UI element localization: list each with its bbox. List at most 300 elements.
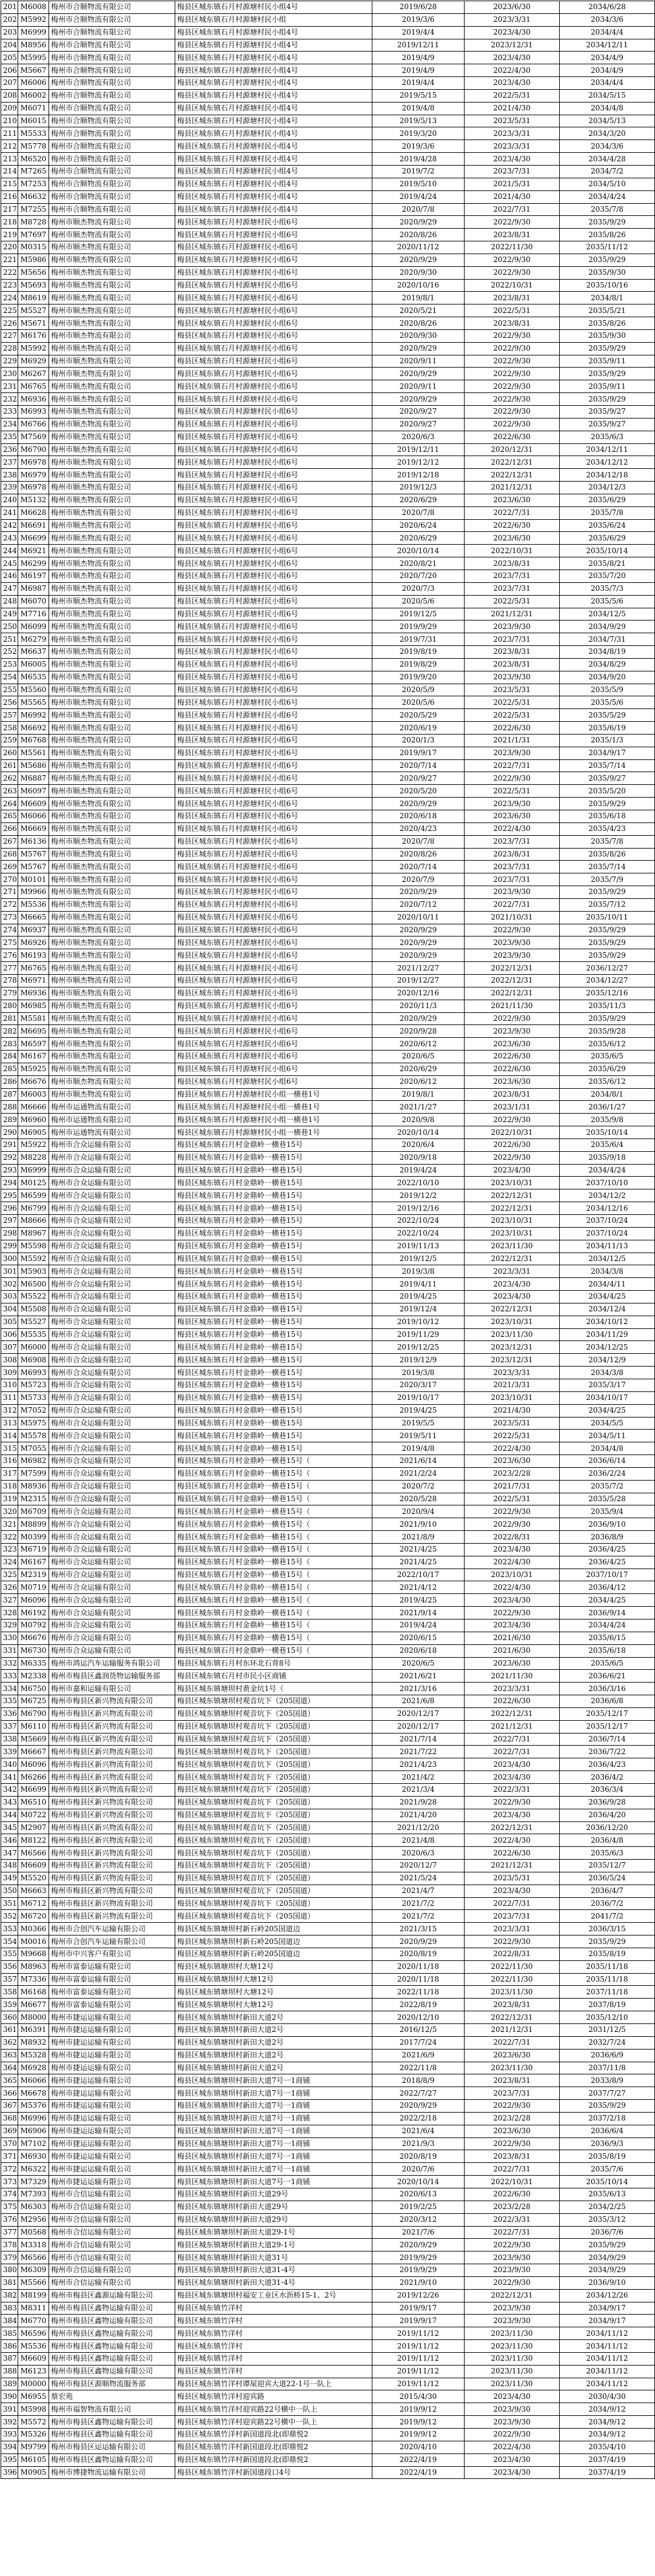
expiry-date-cell: 2036/5/24 — [560, 1872, 655, 1885]
company-name-cell: 梅州市合众运输有限公司 — [49, 1404, 175, 1417]
table-row — [1, 2289, 655, 2302]
company-address-cell: 梅县区城东镇石月村源塘村民小组4号 — [175, 89, 372, 102]
company-name-cell: 梅州市顺杰物流有限公司 — [49, 886, 175, 899]
plate-number-cell: M5535 — [18, 1328, 49, 1341]
issue-date-cell: 2020/3/17 — [372, 1379, 465, 1391]
row-number-cell: 211 — [1, 127, 18, 140]
inspection-date-cell: 2022/11/30 — [465, 1973, 560, 1986]
table-row — [1, 886, 655, 899]
expiry-date-cell: 2034/11/12 — [560, 2327, 655, 2340]
expiry-date-cell: 2035/9/29 — [560, 393, 655, 406]
company-address-cell: 梅县区城东镇石月村源塘村民小组4号 — [175, 190, 372, 203]
expiry-date-cell: 2035/9/29 — [560, 886, 655, 899]
row-number-cell: 382 — [1, 2289, 18, 2302]
company-address-cell: 梅县区城东镇竹洋村 — [175, 2315, 372, 2327]
table-row — [1, 747, 655, 759]
issue-date-cell: 2019/4/25 — [372, 1594, 465, 1607]
row-number-cell: 353 — [1, 1923, 18, 1935]
company-name-cell: 梅州市顺杰物流有限公司 — [49, 772, 175, 785]
expiry-date-cell: 2036/9/14 — [560, 1607, 655, 1619]
expiry-date-cell: 2034/11/29 — [560, 1328, 655, 1341]
inspection-date-cell: 2023/4/30 — [465, 1594, 560, 1607]
expiry-date-cell: 2034/12/5 — [560, 608, 655, 620]
inspection-date-cell: 2023/5/31 — [465, 115, 560, 127]
inspection-date-cell: 2021/12/31 — [465, 2024, 560, 2037]
plate-number-cell: M6267 — [18, 368, 49, 380]
row-number-cell: 260 — [1, 747, 18, 759]
issue-date-cell: 2020/6/3 — [372, 431, 465, 443]
expiry-date-cell: 2035/5/9 — [560, 684, 655, 696]
inspection-date-cell: 2021/3/31 — [465, 1379, 560, 1391]
company-address-cell: 梅县区城东镇塘坝村新田大道31-4号 — [175, 2276, 372, 2289]
company-address-cell: 梅县区城东镇石月村源塘村民小组6号 — [175, 570, 372, 582]
inspection-date-cell: 2020/12/31 — [465, 443, 560, 456]
company-address-cell: 梅县区城东镇塘坝村新田大道7号一1商铺 — [175, 2112, 372, 2125]
row-number-cell: 281 — [1, 1012, 18, 1025]
inspection-date-cell: 2022/4/30 — [465, 1442, 560, 1455]
company-name-cell: 梅州市合顺物流有限公司 — [49, 127, 175, 140]
table-row — [1, 861, 655, 873]
plate-number-cell: M6599 — [18, 1189, 49, 1202]
company-name-cell: 梅州市合信运输有限公司 — [49, 2201, 175, 2213]
inspection-date-cell: 2023/11/30 — [465, 1986, 560, 1999]
plate-number-cell: M5560 — [18, 684, 49, 696]
table-row — [1, 2239, 655, 2251]
table-row — [1, 2087, 655, 2100]
inspection-date-cell: 2022/7/31 — [465, 203, 560, 216]
issue-date-cell: 2021/4/25 — [372, 1556, 465, 1569]
table-row — [1, 2340, 655, 2353]
company-address-cell: 梅县区城东镇石月村源塘村民小组6号 — [175, 355, 372, 368]
issue-date-cell: 2021/9/10 — [372, 2276, 465, 2289]
table-row — [1, 13, 655, 26]
table-row — [1, 443, 655, 456]
plate-number-cell: M9966 — [18, 886, 49, 899]
issue-date-cell: 2021/4/12 — [372, 1581, 465, 1594]
company-name-cell: 梅州市顺杰物流有限公司 — [49, 329, 175, 342]
company-name-cell: 梅州市合众运输有限公司 — [49, 1493, 175, 1505]
table-row — [1, 1367, 655, 1379]
table-row — [1, 317, 655, 330]
plate-number-cell: M6176 — [18, 329, 49, 342]
inspection-date-cell: 2021/12/31 — [465, 1720, 560, 1733]
company-name-cell: 梅州市梅县区鑫物运输有限公司 — [49, 2302, 175, 2315]
expiry-date-cell: 2037/2/18 — [560, 2112, 655, 2125]
company-name-cell: 梅州市富泰运输有限公司 — [49, 1973, 175, 1986]
expiry-date-cell: 2035/5/28 — [560, 1493, 655, 1505]
plate-number-cell: M5508 — [18, 1303, 49, 1316]
plate-number-cell: M6691 — [18, 519, 49, 532]
row-number-cell: 275 — [1, 937, 18, 949]
inspection-date-cell: 2023/4/30 — [465, 77, 560, 90]
row-number-cell: 385 — [1, 2327, 18, 2340]
plate-number-cell: M5922 — [18, 1138, 49, 1151]
inspection-date-cell: 2023/9/30 — [465, 2416, 560, 2429]
expiry-date-cell: 2035/6/18 — [560, 810, 655, 823]
row-number-cell: 342 — [1, 1783, 18, 1796]
table-row — [1, 456, 655, 469]
issue-date-cell: 2019/12/11 — [372, 443, 465, 456]
issue-date-cell: 2021/2/24 — [372, 1467, 465, 1480]
row-number-cell: 338 — [1, 1733, 18, 1746]
company-address-cell: 梅县区城东镇石月村源塘村民小组6号 — [175, 266, 372, 279]
row-number-cell: 327 — [1, 1594, 18, 1607]
issue-date-cell: 2020/9/29 — [372, 216, 465, 229]
table-row — [1, 2201, 655, 2213]
issue-date-cell: 2020/5/28 — [372, 1493, 465, 1505]
table-row — [1, 2049, 655, 2062]
company-address-cell: 梅县区城东镇塘坝村新田大道7号一1商铺 — [175, 2074, 372, 2087]
company-name-cell: 梅州市合众运输有限公司 — [49, 1543, 175, 1556]
row-number-cell: 354 — [1, 1935, 18, 1948]
expiry-date-cell: 2034/12/18 — [560, 469, 655, 482]
inspection-date-cell: 2023/4/30 — [465, 26, 560, 39]
company-address-cell: 梅县区城东镇竹洋村 — [175, 2340, 372, 2353]
table-row — [1, 1783, 655, 1796]
inspection-date-cell: 2023/9/30 — [465, 2251, 560, 2264]
plate-number-cell: M0722 — [18, 1809, 49, 1821]
plate-number-cell: M6520 — [18, 153, 49, 166]
inspection-date-cell: 2022/10/31 — [465, 2176, 560, 2188]
inspection-date-cell: 2023/4/30 — [465, 1885, 560, 1897]
company-address-cell: 梅县区城东镇石月村金鼎岭一横巷15号（ — [175, 1531, 372, 1544]
row-number-cell: 301 — [1, 1265, 18, 1278]
row-number-cell: 306 — [1, 1328, 18, 1341]
plate-number-cell: M6105 — [18, 2453, 49, 2466]
expiry-date-cell: 2034/9/17 — [560, 2315, 655, 2327]
row-number-cell: 205 — [1, 52, 18, 64]
table-row — [1, 1265, 655, 1278]
company-address-cell: 梅县区城东镇塘坝村观音坑下（205国道） — [175, 1847, 372, 1860]
plate-number-cell: M0016 — [18, 1935, 49, 1948]
expiry-date-cell: 2035/5/20 — [560, 785, 655, 798]
issue-date-cell: 2020/9/29 — [372, 1012, 465, 1025]
table-row — [1, 393, 655, 406]
inspection-date-cell: 2022/9/30 — [465, 1607, 560, 1619]
expiry-date-cell: 2035/7/8 — [560, 203, 655, 216]
company-name-cell: 梅州市梅县区鑫物运输有限公司 — [49, 2327, 175, 2340]
table-row — [1, 2315, 655, 2327]
expiry-date-cell: 2035/6/12 — [560, 1038, 655, 1051]
issue-date-cell: 2019/12/25 — [372, 1341, 465, 1354]
company-name-cell: 梅州市合众运输有限公司 — [49, 1202, 175, 1215]
issue-date-cell: 2020/10/14 — [372, 545, 465, 557]
company-name-cell: 梅州市合众运输有限公司 — [49, 1215, 175, 1228]
issue-date-cell: 2020/5/9 — [372, 684, 465, 696]
plate-number-cell: M6070 — [18, 595, 49, 608]
plate-number-cell: M8199 — [18, 2289, 49, 2302]
company-name-cell: 梅州市合众运输有限公司 — [49, 1265, 175, 1278]
plate-number-cell: M5520 — [18, 1872, 49, 1885]
table-row — [1, 1872, 655, 1885]
inspection-date-cell: 2023/7/31 — [465, 582, 560, 595]
company-address-cell: 梅县区城东镇塘坝村观音坑下（205国道） — [175, 1821, 372, 1834]
plate-number-cell: M6999 — [18, 1164, 49, 1177]
inspection-date-cell: 2022/5/31 — [465, 304, 560, 317]
company-address-cell: 梅县区城东镇石月村金鼎岭一横巷15号 — [175, 1253, 372, 1265]
issue-date-cell: 2015/4/30 — [372, 2390, 465, 2403]
issue-date-cell: 2020/9/29 — [372, 949, 465, 962]
issue-date-cell: 2020/9/27 — [372, 418, 465, 431]
company-address-cell: 梅县区城东镇石月村源塘村民小组6号 — [175, 1025, 372, 1038]
row-number-cell: 352 — [1, 1910, 18, 1923]
table-row — [1, 798, 655, 810]
row-number-cell: 225 — [1, 304, 18, 317]
company-address-cell: 梅县区城东镇石月村源塘村民小组6号 — [175, 671, 372, 684]
expiry-date-cell: 2034/8/1 — [560, 1088, 655, 1101]
inspection-date-cell: 2023/7/31 — [465, 570, 560, 582]
company-name-cell: 梅州市捷运运输有限公司 — [49, 2112, 175, 2125]
table-row — [1, 64, 655, 77]
row-number-cell: 307 — [1, 1341, 18, 1354]
plate-number-cell: M6750 — [18, 1683, 49, 1695]
issue-date-cell: 2020/7/12 — [372, 898, 465, 911]
expiry-date-cell: 2030/4/30 — [560, 2390, 655, 2403]
company-address-cell: 梅县区城东镇石月村源塘村民小组6号 — [175, 734, 372, 747]
company-address-cell: 梅县区城东镇石月村金鼎岭一横巷15号 — [175, 1138, 372, 1151]
expiry-date-cell: 2034/9/17 — [560, 2302, 655, 2315]
table-row — [1, 532, 655, 545]
row-number-cell: 243 — [1, 532, 18, 545]
issue-date-cell: 2020/9/29 — [372, 924, 465, 937]
plate-number-cell: M2338 — [18, 1670, 49, 1683]
row-number-cell: 270 — [1, 873, 18, 886]
table-row — [1, 1215, 655, 1228]
company-address-cell: 梅县区城东镇石月村源塘村民小组6号 — [175, 911, 372, 924]
table-row — [1, 545, 655, 557]
row-number-cell: 357 — [1, 1973, 18, 1986]
company-name-cell: 梅州市梅县区新兴物流有限公司 — [49, 1910, 175, 1923]
row-number-cell: 310 — [1, 1379, 18, 1391]
inspection-date-cell: 2023/6/30 — [465, 1455, 560, 1468]
company-name-cell: 梅州市顺杰物流有限公司 — [49, 266, 175, 279]
company-name-cell: 梅州市合顺物流有限公司 — [49, 165, 175, 178]
issue-date-cell: 2020/5/21 — [372, 304, 465, 317]
company-name-cell: 梅州市合众运输有限公司 — [49, 1581, 175, 1594]
inspection-date-cell: 2023/8/31 — [465, 658, 560, 671]
row-number-cell: 308 — [1, 1354, 18, 1367]
company-name-cell: 梅州市合信运输有限公司 — [49, 2264, 175, 2277]
row-number-cell: 217 — [1, 203, 18, 216]
inspection-date-cell: 2023/3/31 — [465, 140, 560, 153]
plate-number-cell: M6066 — [18, 2074, 49, 2087]
table-row — [1, 1670, 655, 1683]
company-address-cell: 梅县区城东镇塘坝村新田大道7号一1商铺 — [175, 2163, 372, 2176]
company-name-cell: 梅州市合众运输有限公司 — [49, 1189, 175, 1202]
plate-number-cell: M0000 — [18, 2378, 49, 2390]
inspection-date-cell: 2023/9/30 — [465, 620, 560, 633]
inspection-date-cell: 2022/5/31 — [465, 785, 560, 798]
row-number-cell: 317 — [1, 1467, 18, 1480]
row-number-cell: 304 — [1, 1303, 18, 1316]
table-row — [1, 342, 655, 355]
row-number-cell: 370 — [1, 2137, 18, 2150]
issue-date-cell: 2020/5/6 — [372, 595, 465, 608]
plate-number-cell: M6303 — [18, 2201, 49, 2213]
plate-number-cell: M8936 — [18, 1480, 49, 1493]
row-number-cell: 203 — [1, 26, 18, 39]
expiry-date-cell: 2035/11/18 — [560, 1960, 655, 1973]
plate-number-cell: M0905 — [18, 2466, 49, 2479]
company-address-cell: 梅县区城东镇石月村金鼎岭一横巷15号（ — [175, 1619, 372, 1632]
expiry-date-cell: 2034/11/12 — [560, 2365, 655, 2378]
company-name-cell: 梅州市合信运输有限公司 — [49, 2251, 175, 2264]
plate-number-cell: M6936 — [18, 393, 49, 406]
plate-number-cell: M5986 — [18, 254, 49, 266]
plate-number-cell: M0315 — [18, 241, 49, 254]
company-address-cell: 梅县区城东镇石月村源塘村民小组4号 — [175, 102, 372, 115]
company-name-cell: 梅州市顺杰物流有限公司 — [49, 848, 175, 861]
company-name-cell: 梅州市顺杰物流有限公司 — [49, 418, 175, 431]
row-number-cell: 365 — [1, 2074, 18, 2087]
company-name-cell: 梅州市捷运运输有限公司 — [49, 2150, 175, 2163]
table-row — [1, 1391, 655, 1404]
row-number-cell: 228 — [1, 342, 18, 355]
inspection-date-cell: 2022/9/30 — [465, 2239, 560, 2251]
expiry-date-cell: 2035/9/28 — [560, 1025, 655, 1038]
issue-date-cell: 2020/9/29 — [372, 798, 465, 810]
plate-number-cell: M5527 — [18, 1316, 49, 1328]
company-name-cell: 梅州市捷运运输有限公司 — [49, 2176, 175, 2188]
inspection-date-cell: 2023/9/30 — [465, 886, 560, 899]
row-number-cell: 384 — [1, 2315, 18, 2327]
inspection-date-cell: 2023/11/30 — [465, 2062, 560, 2074]
company-name-cell: 梅州市顺杰物流有限公司 — [49, 658, 175, 671]
expiry-date-cell: 2036/8/9 — [560, 1531, 655, 1544]
row-number-cell: 325 — [1, 1569, 18, 1581]
company-name-cell: 梅州市合众运输有限公司 — [49, 1417, 175, 1430]
company-name-cell: 梅州市合众运输有限公司 — [49, 1569, 175, 1581]
row-number-cell: 348 — [1, 1860, 18, 1872]
table-row — [1, 1948, 655, 1960]
row-number-cell: 219 — [1, 229, 18, 241]
company-address-cell: 梅县区城东镇塘坝村新石岭205国道边 — [175, 1923, 372, 1935]
company-address-cell: 梅县区城东镇石月村源塘村民小组6号 — [175, 317, 372, 330]
issue-date-cell: 2021/12/27 — [372, 962, 465, 975]
row-number-cell: 229 — [1, 355, 18, 368]
expiry-date-cell: 2034/4/8 — [560, 1442, 655, 1455]
row-number-cell: 250 — [1, 620, 18, 633]
inspection-date-cell: 2022/12/31 — [465, 987, 560, 1000]
table-row — [1, 1303, 655, 1316]
inspection-date-cell: 2022/11/30 — [465, 241, 560, 254]
plate-number-cell: M8956 — [18, 39, 49, 52]
row-number-cell: 255 — [1, 684, 18, 696]
inspection-date-cell: 2021/11/30 — [465, 1000, 560, 1012]
table-row — [1, 1973, 655, 1986]
expiry-date-cell: 2035/6/4 — [560, 1138, 655, 1151]
inspection-date-cell: 2023/4/30 — [465, 153, 560, 166]
row-number-cell: 323 — [1, 1543, 18, 1556]
table-row — [1, 292, 655, 304]
expiry-date-cell: 2034/11/12 — [560, 2340, 655, 2353]
inspection-date-cell: 2023/4/30 — [465, 52, 560, 64]
company-address-cell: 梅县区城东镇石月村金鼎岭一横巷15号 — [175, 1278, 372, 1291]
company-address-cell: 梅县区城东镇石月村金鼎岭一横巷15号 — [175, 1227, 372, 1240]
inspection-date-cell: 2023/6/30 — [465, 1, 560, 14]
company-address-cell: 梅县区城东镇石月村源塘村民小组6号 — [175, 1075, 372, 1088]
inspection-date-cell: 2023/3/31 — [465, 1367, 560, 1379]
issue-date-cell: 2020/3/12 — [372, 2213, 465, 2226]
expiry-date-cell: 2034/8/1 — [560, 292, 655, 304]
inspection-date-cell: 2023/6/30 — [465, 1075, 560, 1088]
row-number-cell: 276 — [1, 949, 18, 962]
issue-date-cell: 2019/12/4 — [372, 1303, 465, 1316]
issue-date-cell: 2019/5/15 — [372, 89, 465, 102]
row-number-cell: 235 — [1, 431, 18, 443]
inspection-date-cell: 2023/9/30 — [465, 798, 560, 810]
plate-number-cell: M6279 — [18, 633, 49, 646]
row-number-cell: 392 — [1, 2416, 18, 2429]
inspection-date-cell: 2023/3/31 — [465, 13, 560, 26]
expiry-date-cell: 2035/9/29 — [560, 937, 655, 949]
expiry-date-cell: 2035/6/29 — [560, 1063, 655, 1075]
company-address-cell: 梅县区城东镇石月村源塘村民小组6号 — [175, 620, 372, 633]
plate-number-cell: M5671 — [18, 317, 49, 330]
expiry-date-cell: 2034/9/20 — [560, 671, 655, 684]
plate-number-cell: M6928 — [18, 2062, 49, 2074]
company-address-cell: 梅县区城东镇塘坝村新田大道7号一1商铺 — [175, 2087, 372, 2100]
expiry-date-cell: 2034/12/11 — [560, 443, 655, 456]
inspection-date-cell: 2021/12/31 — [465, 482, 560, 494]
issue-date-cell: 2021/1/27 — [372, 1101, 465, 1114]
company-address-cell: 梅县区城东镇石月村金鼎岭一横巷15号 — [175, 1442, 372, 1455]
table-row — [1, 279, 655, 292]
issue-date-cell: 2019/12/11 — [372, 39, 465, 52]
plate-number-cell: M6678 — [18, 2087, 49, 2100]
expiry-date-cell: 2034/3/20 — [560, 127, 655, 140]
company-address-cell: 梅县区城东镇塘坝村观音坑下（205国道） — [175, 1720, 372, 1733]
row-number-cell: 316 — [1, 1455, 18, 1468]
issue-date-cell: 2020/9/29 — [372, 886, 465, 899]
expiry-date-cell: 2034/4/4 — [560, 77, 655, 90]
company-address-cell: 梅县区城东镇竹洋村 — [175, 2327, 372, 2340]
company-address-cell: 梅县区城东镇石月村源塘村民小组6号 — [175, 1000, 372, 1012]
plate-number-cell: M5995 — [18, 52, 49, 64]
table-row — [1, 633, 655, 646]
row-number-cell: 278 — [1, 974, 18, 987]
plate-number-cell: M8000 — [18, 2011, 49, 2024]
table-row — [1, 1935, 655, 1948]
table-row — [1, 2213, 655, 2226]
company-name-cell: 梅州市顺杰物流有限公司 — [49, 342, 175, 355]
inspection-date-cell: 2022/8/31 — [465, 1948, 560, 1960]
expiry-date-cell: 2034/5/5 — [560, 1417, 655, 1430]
plate-number-cell: M5693 — [18, 279, 49, 292]
inspection-date-cell: 2022/11/30 — [465, 1960, 560, 1973]
expiry-date-cell: 2036/12/20 — [560, 1821, 655, 1834]
inspection-date-cell: 2022/9/30 — [465, 2429, 560, 2441]
expiry-date-cell: 2037/11/8 — [560, 2062, 655, 2074]
table-row — [1, 734, 655, 747]
table-row — [1, 1442, 655, 1455]
table-row — [1, 1278, 655, 1291]
table-row — [1, 1733, 655, 1746]
inspection-date-cell: 2023/5/31 — [465, 1417, 560, 1430]
row-number-cell: 372 — [1, 2163, 18, 2176]
issue-date-cell: 2021/6/9 — [372, 2049, 465, 2062]
expiry-date-cell: 2036/6/14 — [560, 1455, 655, 1468]
company-name-cell: 梅州市顺杰物流有限公司 — [49, 974, 175, 987]
company-address-cell: 梅县区城东镇塘坝村观音坑下（205国道） — [175, 1796, 372, 1809]
row-number-cell: 261 — [1, 759, 18, 772]
inspection-date-cell: 2022/6/30 — [465, 1051, 560, 1063]
expiry-date-cell: 2034/4/9 — [560, 64, 655, 77]
company-address-cell: 梅县区城东镇塘坝村大塘12号 — [175, 1986, 372, 1999]
plate-number-cell: M6596 — [18, 2327, 49, 2340]
inspection-date-cell: 2022/9/30 — [465, 1505, 560, 1518]
plate-number-cell: M5767 — [18, 848, 49, 861]
